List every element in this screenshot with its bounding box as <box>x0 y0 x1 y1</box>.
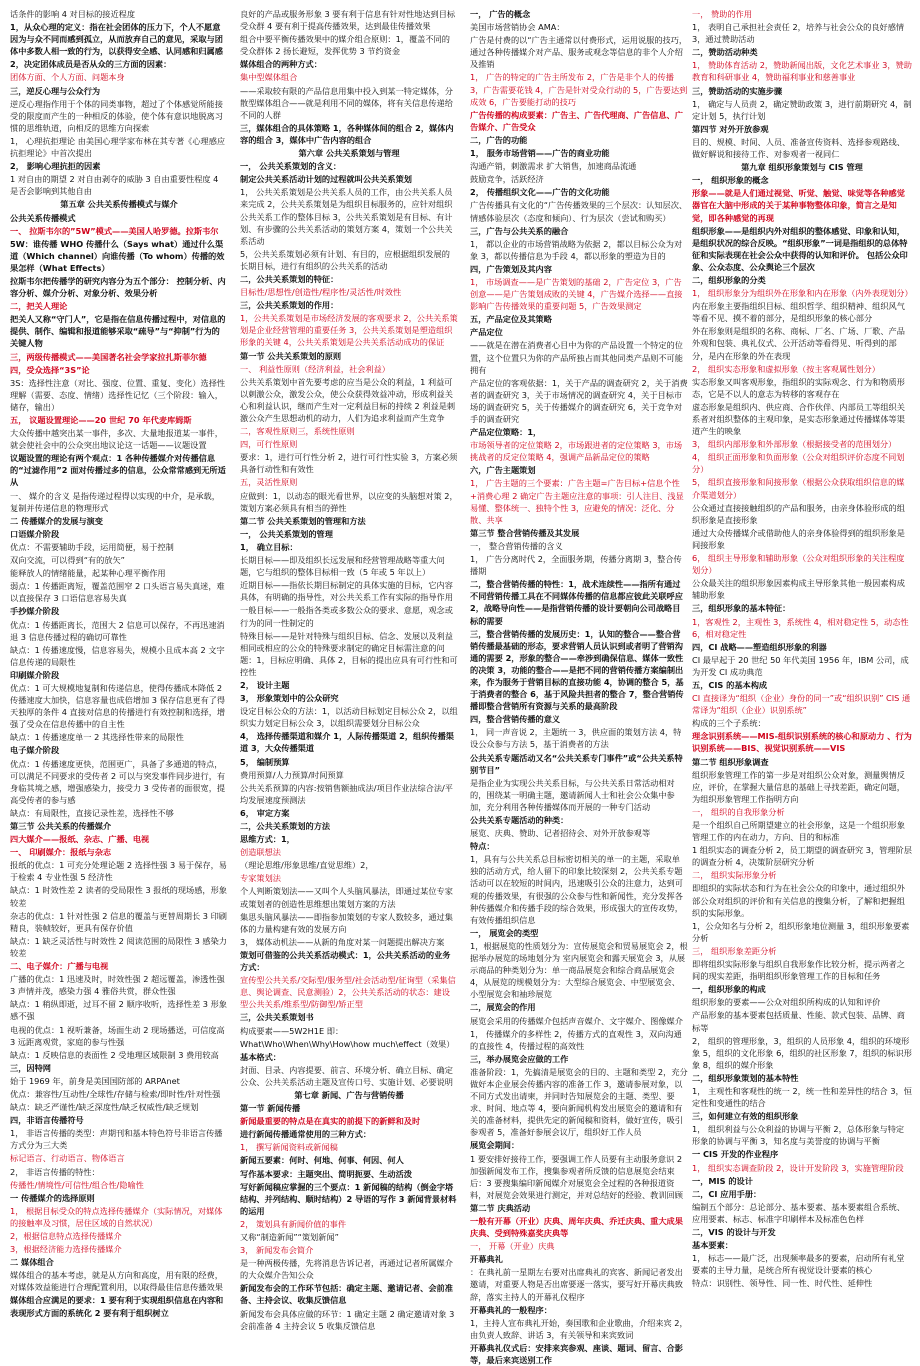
text-block: 1， 广告的特定的广告主所发布 2，广告是非个人的传播 3，广告需要花钱 4，广告是针对受众行动的 5，广告要达到成效 6，广告要能打动的技巧 <box>470 72 688 107</box>
text-block: 第五章 公共关系传播模式与媒介 <box>60 199 178 210</box>
text-block: 二，把关人理论 <box>10 301 68 312</box>
text-block: 始于 1969 年，前身是美国国防部的 ARPAnet <box>10 1075 180 1086</box>
text-block: 四，广告策划及其内容 <box>470 263 552 274</box>
text-block: 议题设置的理论有两个观点：1 各种传播媒介对传播信息的“过滤作用”2 面对传播过多的信息，公众常常感到无所适从 <box>10 453 226 488</box>
text-block: 二，CI 应用手册： <box>692 1188 762 1199</box>
text-block: 1 组织实态的调查分析 2，员工期望的调查研究 3，管理阶层的调查分析 4，决策阶层研究分析 <box>692 845 912 868</box>
text-block: CI 直接译为“组织（企业）身份的同一”或“组织识别” CIS 通常译为“组织（企业）识别系统” <box>692 693 911 716</box>
column-3 <box>470 8 688 1366</box>
text-block: 团体方面、个人方面、问题本身 <box>10 72 125 83</box>
text-block: 2， 设计主题 <box>240 679 290 690</box>
text-block: 1， 广告分离时代 2，全面服务期，传播分离期 3，整合传播期 <box>470 554 682 577</box>
text-block: 一， 组织形象的概念 <box>692 175 769 186</box>
text-block: 准备阶段：1，先搞清是展览会的目的、主题和类型 2，充分做好本企业展会传播内容的准备工作 3，邀请参展对象，以不同方式发出请柬，并同时告知展览会的主题、类型、要求、时间、地点等 4，要向新闻机构发出展览会的邀请和有关的准备材料，提供先定的新闻稿和资料，做好宣传，吸引参观者 5，准备好参展会议厅，组织好工作人员 <box>470 1066 688 1138</box>
text-block: 1， 确立目标： <box>240 541 298 552</box>
text-block: 第三节 整合营销传播及其发展 <box>470 527 580 538</box>
text-block: 公共关系专题活动又名“公共关系专门事件”或“公共关系特别节目” <box>470 752 683 775</box>
text-block: 缺点：有局限性，直接记录性差，选择性不够 <box>10 807 174 818</box>
text-block: 能释放人的情绪能量，起某种心理平衡作用 <box>10 568 166 579</box>
text-block: 封面、目录、内容提要、前言、环境分析、确立目标、确定公众、公共关系活动主题及宣传口号、实施计划、必要说明 <box>240 1064 453 1087</box>
text-block: 一， 整合营销传播的含义 <box>470 540 563 551</box>
text-block: 一、 拉斯韦尔的”5W”模式——美国人哈罗德。拉斯韦尔 <box>10 225 219 236</box>
text-block: 六，广告主题策划 <box>470 465 536 476</box>
text-block: 展览会采用的传播媒介包括声音媒介、文字媒介、图像媒介 <box>470 1015 683 1026</box>
text-block: 进行新闻传播通常使用的三种方式： <box>240 1129 372 1140</box>
text-block: 第二节 庆典活动 <box>470 1202 531 1213</box>
text-block: 二、电子媒介：广播与电视 <box>10 961 109 972</box>
text-block: 二，公共关系策划的方法 <box>240 821 331 831</box>
text-block: 4， 选择传播渠道和媒介 1，人际传播渠道 2，组织传播渠道 3，大众传播渠道 <box>240 731 454 754</box>
text-block: 1， 广告主题的三个要素：广告主题=广告目标+信息个性+消费心理 2 确定广告主题应注意的事项：引人注目、浅显易懂、整体统一、独特个性 3，应避免的情况：泛化、分散、共享 <box>470 478 684 525</box>
text-block: 公众通过直接接触组织的产品和服务，由亲身体验形成的组织形象是直接形象 <box>692 502 905 525</box>
text-block: 四，非语言传播符号 <box>10 1115 84 1126</box>
text-block: 缺点：缺乏严谨性/缺乏深度性/缺乏权威性/缺乏规划 <box>10 1102 199 1113</box>
text-block: 第二节 公共关系策划的管理和方法 <box>240 515 366 526</box>
text-block: 二 传播媒介的发展与演变 <box>10 515 103 526</box>
text-block: 创造联想法 <box>240 847 281 858</box>
text-block: 电子媒介阶段 <box>10 745 60 756</box>
text-block: 构成要素——5W2H1E 即： <box>240 1025 344 1036</box>
text-block: 弱点：1 传播距离短，覆盖范围窄 2 口头语言易失真迷，难以直接保存 3 口语信息容易失真 <box>10 581 225 604</box>
text-block: 3， 形象策划中的公众研究 <box>240 693 339 704</box>
text-block: 1， 表明自己承担社会责任 2，培养与社会公众的良好感情 3，通过赞助活动 <box>692 22 905 45</box>
text-block: 广告是付费的以“广告主通常以付费形式，运用说服的技巧，通过各种传播媒介对产品、服务或观念等信息的非个人介绍及推销 <box>470 35 688 70</box>
text-block: 产品定位 <box>470 327 503 338</box>
text-block: 6， 组织主导形象和辅助形象（公众对组织形象的关注程度划分） <box>692 553 905 576</box>
text-block: 公共关系策划中首先要考虑的应当是公众的利益，1 利益可以刺激公众，激发公众，使公众获得效益冲动，形成利益关心和利益认识，继而产生对一定利益目标的持续 2 利益是刺激公众产生思想动机的动力，人们为追求利益而产生竞争 <box>240 376 456 423</box>
text-block: 广告传播的构成要素：广告主、广告代理商、广告信息、广告媒介、广告受众 <box>470 109 683 132</box>
text-block: 虚态形象是组织内、供应商、合作伙伴、内部员工等组织关系者对组织整体的主观印象，是实态形象通过传播媒体等渠道产生的映象 <box>692 401 905 437</box>
text-block: 设定目标公众的方法：1，以活动目标划定目标公众 2，以组织实力划定目标公众 3，以组织需要划分目标公众 <box>240 706 458 729</box>
text-block: 第一节 公共关系策划的原则 <box>240 350 342 361</box>
text-block: 逆反心理指作用于个体的同类事物，超过了个体感觉所能接受的限度而产生的一种相反的体验，使个体有意识地脱离习惯的思维轨道，向相反的思维方向探索 <box>10 98 223 133</box>
text-block: 五，CIS 的基本构成 <box>692 679 768 690</box>
text-block: What\Who\When\Why\How\how much\effect（效果） <box>240 1038 455 1049</box>
column-1 <box>10 8 228 1318</box>
text-block: 集思头脑风暴法——即指参加策划的专家人数较多，通过集体的力量构建有效的发展方向 <box>240 911 453 934</box>
text-block: 口语媒介阶段 <box>10 528 60 539</box>
text-block: 内在形象主要指组织目标、组织哲学、组织精神、组织风气等看不见、摸不着的部分，是组织形象的核心部分 <box>692 301 905 324</box>
text-block: 第四节 对外开放参观 <box>692 123 769 134</box>
text-block: 1， 心理抗拒理论 由美国心理学家布林在其专著《心理感应抗拒理论》中首次提出 <box>10 135 226 159</box>
text-block: 展览会期间： <box>470 1140 520 1151</box>
text-block: 二，赞助活动种类 <box>692 47 758 58</box>
text-block: 1， 组织利益与公众利益的协调与平衡 2，总体形象与特定形象的协调与平衡 3，知名度与美誉度的协调与平衡 <box>692 1124 905 1147</box>
text-block: ：在典礼前一星期左右要对出席典礼的宾客、新闻记者发出邀请，对重要人物是否出席要逐一落实，要写好开幕庆典致辞，落实主持人的开幕礼仪程序 <box>470 1267 683 1302</box>
text-block: 三，广告与公共关系的融合 <box>470 225 569 236</box>
text-block: 标记语言、行动语言、物体语言 <box>10 1153 125 1164</box>
text-block: 二，广告的功能 <box>470 134 528 145</box>
text-block: 缺点：1 缺乏灵活性与时效性 2 阅读范围的局限性 3 感染力较差 <box>10 935 227 958</box>
text-block: 1， 同一声音说 2，主题统一 3，供应面的策划方法 4，特设公众参与方法 5，基于消费者的方法 <box>470 727 682 750</box>
text-block: 双向交流，可以得到“有的放矢” <box>10 555 125 566</box>
text-block: 写好新闻稿应掌握的三个要点：1 新闻稿的结构（倒金字塔结构、并列结构、顺时结构）2 导语的写作 3 新闻背景材料的运用 <box>240 1181 457 1216</box>
text-block: 鼓励竞争，活跃经济 <box>470 174 544 185</box>
text-block: 传播性/情境性/可信性/组合性/隐喻性 <box>10 1179 144 1190</box>
text-block: 第七章 新闻、广告与营销传播 <box>294 1089 404 1100</box>
text-block: 1，公共关系策划是市场经济发展的客观要求 2，公共关系策划是企业经营管理的重要任务 3，公共关系策划是塑造组织形象的关键 4，公共关系策划是公共关系活动成功的保证 <box>240 313 458 348</box>
text-block: 集中型媒体组合 <box>240 72 298 83</box>
text-block: 三，举办展览会应做的工作 <box>470 1053 569 1064</box>
text-block: 一、 利益性原则（经济利益，社会利益） <box>240 363 390 374</box>
text-block: 美国市场营销协会 AMA： <box>470 22 565 33</box>
text-block: 是一个组织自己所期望建立的社会形象，这是一个组织形象管理工作的内在动力，方向、目的和标准 <box>692 820 905 843</box>
text-block: 2， 策划具有新闻价值的事件 <box>240 1218 347 1229</box>
text-block: 一，组织形象的构成 <box>692 984 766 995</box>
text-block: 新闻发布会的工作环节包括：确定主题、邀请记者、会前准备、主持会议、收集反馈信息 <box>240 1283 453 1306</box>
text-block: 新闻发布会具体应做的环节：1 确定主题 2 确定邀请对象 3 会前准备 4 主持会议 5 收集反馈信息 <box>240 1308 455 1331</box>
text-block: 五，灵活性原则 <box>240 477 298 488</box>
text-block: 基本格式： <box>240 1051 281 1062</box>
text-block: 第二节 组织形象调查 <box>692 756 769 767</box>
text-block: 产品定位策略：1， <box>470 427 542 438</box>
text-block: 拉斯韦尔把传播学的研究内容分为五个部分： 控制分析、内容分析、媒介分析、对象分析、效果分析 <box>10 275 226 299</box>
text-block: 1， 市场调查——是广告策划的基础 2，广告定位 3，广告创意——是广告策划成败的关键 4，广告媒介选择——直接影响广告传播效果的重要问题 5，广告效果测定 <box>470 276 683 312</box>
text-block: 手抄媒介阶段 <box>10 606 60 617</box>
text-block: 一， 展览会的类型 <box>470 927 539 938</box>
text-block: 专家策划法 <box>240 873 281 884</box>
text-block: 新闻五要素：何时、何地、何事、何因、何人 <box>240 1155 404 1166</box>
text-block: 一， 组织的自我形象分析 <box>692 806 785 817</box>
text-block: 1， 根据目标受众的特点选择传播媒介（实际情况，对媒体的接触率及习惯，居住区域的自然状况） <box>10 1205 223 1228</box>
text-block: 四大媒介——报纸、杂志、广播、电视 <box>10 834 150 845</box>
text-block: 媒体组合的基本考虑，就是从方向和高度，用有限的经费，对媒体效益能进行合理配置利用，以取得最佳信息传播效果 <box>10 1270 223 1293</box>
text-block: 三，如何建立有效的组织形象 <box>692 1111 799 1122</box>
text-block: 三，逆反心理与公众行为 <box>10 85 101 96</box>
text-block: 2， 非语言传播的特性： <box>10 1166 100 1177</box>
text-block: 1， 服务市场营销——广告的商业功能 <box>470 148 610 159</box>
text-block: 外在形象则是组织的名称、商标、厂名、广场、厂歌、产品外观和包装、典礼仪式、公开活动等看得见、听得到的部分，是内在形象的外在表现 <box>692 326 905 361</box>
text-block: 五，产品定位及其策略 <box>470 314 552 325</box>
text-block: 大众传播中越突出某一事件，多次、大量地报道某一事件，就会使社会中的公众突出地议论这一话题——议题设置 <box>10 428 223 451</box>
text-block: 5， 组织直接形象和间接形象（根据公众获取组织信息的媒介渠道划分） <box>692 477 905 500</box>
text-block: 通过大众传播媒介或借助他人的亲身体验得到的组织形象是间接形象 <box>692 527 905 550</box>
text-block: 五， 议题设置理论——20 世纪 70 年代麦库姆斯 <box>10 415 192 425</box>
text-block: 1，根据展览的性质划分为：宣传展览会和贸易展览会 2，根据举办展览的场地划分为 室内展览会和露天展览会 3，从展示商品的种类划分为：单一商品展览会和综合商品展览会 4，从展览的规模划分为：大型综合展览会、中型展览会、小型展览会和袖珍展览 <box>470 940 688 1000</box>
text-block: 三，赞助活动的实施步骤 <box>692 85 783 96</box>
text-block: 话条件的影响 4 对目标的接近程度 <box>10 9 136 19</box>
text-block: 缺点：1 传播速度慢，信息容易失，规模小且成本高 2 文字信息传递的局限性 <box>10 644 225 667</box>
text-block: 一般有开幕（开业）庆典、周年庆典、乔迁庆典、重大成果庆典、受到特殊嘉奖庆典等 <box>470 1216 683 1239</box>
text-block: 缺点：1 反映信息的表面性 2 受地理区域限制 3 费用较高 <box>10 1049 219 1060</box>
text-block: ——采取较有限的产品信息用集中投入到某一特定媒体，分散型媒体组合——就是利用不同的媒体，将有关信息传递给不同的人群 <box>240 85 453 120</box>
text-block: 要求：1，进行可行性分析 2，进行可行性实验 3，方案必须具备行动性和有效性 <box>240 452 458 475</box>
text-block: 1，具有与公共关系总目标密切相关的单一的主题，采取单独的活动方式，给人留下的印象比较深刻 2，公共关系专题活动可以在较短的时间内，迅速吸引公众的注意力，达到可观的传播效果，有很强的公众参与性和新闻性，充分发挥各种传播媒介和传播手段的综合效果，形成强大的宣传攻势，有效传播组织信息 <box>470 854 683 925</box>
text-block: 应做到：1，以动态的眼光看世界，以应变的头脑想对策 2，策划方案必须具有相当的弹性 <box>240 490 458 513</box>
text-block: 基本要素： <box>692 1240 733 1251</box>
text-block: 缺点：1 传播速度单一 2 其选择性带来的局限性 <box>10 732 184 743</box>
text-block: 产品定位的客观依据：1，关于产品的调查研究 2，关于消费者的调查研究 3，关于市场情况的调查研究 4，关于目标市场的调查研究 5，关于传播媒介的调查研究 6，关于竞争对手的调查研究 <box>470 377 688 424</box>
text-block: 一、 媒介的含义 是指传递过程得以实现的中介，是承载，复制并传递信息的物理形式 <box>10 490 220 513</box>
text-block: 三，两级传播模式——美国著名社会学家拉扎斯菲尔德 <box>10 351 207 362</box>
text-block: 沟通产销，刺激需求 扩大销售，加速商品流通 <box>470 161 637 172</box>
text-block: 二，组织形象的分类 <box>692 274 766 285</box>
text-block: 即将组织实际形象与组织自我形象作比较分析，提示两者之间的现实差距，指明组织形象管理工作的目标和任务 <box>692 959 905 982</box>
text-block: 1 要安排好接待工作，要强调工作人员要有主动服务意识 2 加强新闻发布工作，搜集参观者所反馈的信息展览会结束后：3 要搜集编印新闻媒介对展览会全过程的各种报道资料，对展览会效果进行测定，并对总结好的经验、教训回顾 <box>470 1153 683 1200</box>
text-block: 四，整合营销传播的意义 <box>470 714 561 725</box>
text-block: 二，客观性原则三，系统性原则 <box>240 426 355 437</box>
text-block: 1，客观性 2，主观性 3，系统性 4，相对稳定性 5，动态性 6，相对稳定性 <box>692 616 909 639</box>
column-4 <box>692 8 912 1296</box>
text-block: 1， 组织形象分为组织外在形象和内在形象（内外表现划分） <box>692 288 913 299</box>
text-block: 三，公共关系策划书 <box>240 1012 314 1023</box>
text-block: 5，公共关系策划必须有计划、有目的，应根据组织发展的长期目标，进行有组织的公共关系的活动 <box>240 248 450 271</box>
text-block: 良好的产品或服务形象 3 要有利于信息有针对性地达到目标受众群 4 要有利于提高传播效果，达到最佳传播效果 <box>240 9 456 32</box>
text-block: 费用预算/人力预算/时间预算 <box>240 769 344 780</box>
text-block: 一， 公共关系策划的含义： <box>240 161 342 172</box>
text-block: 3， 新闻发布会简介 <box>240 1245 314 1256</box>
text-block: 四，可行性原则 <box>240 439 298 450</box>
text-block: ——就是在潜在消费者心目中为你的产品设置一个特定的位置，这个位置只为你的产品所独占而其他同类产品则不可能拥有 <box>470 340 683 375</box>
text-block: 三，媒体组合的具体策略 1，各种媒体间的组合 2，媒体内容的组合 3，媒体中广告内容的组合 <box>240 122 454 145</box>
text-block: 广播的优点：1 迅速及时，时效性强 2 超远覆盖，渗透性强 3 声情并茂，感染力强 4 雅俗共赏，群众性强 <box>10 974 225 997</box>
text-block: 开幕典礼仪式后：安排来宾参观、座谈、题词、留言、合影等，最后来宾送别工作 <box>470 1342 683 1366</box>
text-block: 媒体组合应满足的要求：1 要有利于实现组织信息在内容和表现形式方面的系统化 2 要有利于组织树立 <box>10 1295 224 1318</box>
text-block: 一， 广告的概念 <box>470 9 531 19</box>
text-block: 2， 组织实态形象和虚拟形象（按主客观属性划分） <box>692 363 880 374</box>
text-block: 公共关系专题活动的种类： <box>470 815 569 825</box>
text-block: 特点： <box>470 841 495 852</box>
text-block: 把关人又称“守门人”，它是指在信息传播过程中，对信息的提供、制作、编辑和报道能够采取“疏导”与“抑制”行为的关键人物 <box>10 314 226 349</box>
text-block: 优点：1 可大规模地复制和传递信息，使得传播成本降低 2 传播速度大加快，信息容量也成倍增加 3 保存信息更有了得天独厚的条件 4 直接对信息的传播进行有效控制和选择，增强了受众在信息传播中的自主性 <box>10 682 226 730</box>
text-block: 1，从众心理的定义：指在社会团体的压力下，个人不愿意因为与众不同而感到孤立，从而放弃自己的意见，采取与团体中多数人相一致的行为，以获得安全感、认同感和归属感 <box>10 22 223 57</box>
column-2 <box>240 8 458 1331</box>
text-block: 思维方式：1， <box>240 834 295 845</box>
text-block: 1， 公共关系策划是公共关系人员的工作，由公共关系人员来完成 2，公共关系策划是为组织目标服务的，应针对组织公共关系工作的整体目标 3，公共关系策划是有目标、有计划、有步骤的公共关系活动的策划方案 4，策划一个公共关系活动 <box>240 187 453 246</box>
text-block: 1，主持人宣布典礼开始，奏国歌和企业歌曲，介绍来宾 2，由负责人致辞、讲话 3，有关领导和来宾致词 <box>470 1317 688 1340</box>
text-block: 形象——就是人们通过视觉、听觉、触觉、味觉等各种感觉器官在大脑中形成的关于某种事物整体印象，简言之是知觉，即各种感觉的再现 <box>692 188 905 223</box>
text-block: 1， 非语言传播的类型：声期刊和基本特色符号非语言传播方式分为三大类 <box>10 1128 223 1151</box>
text-block: 2， 传播组织文化——广告的文化功能 <box>470 187 610 198</box>
text-block: 媒体组合的两种方式： <box>240 59 322 70</box>
text-block: 公共关系预算的内容:按销售额抽成法/项目作业法综合法/平均发展速度预测法 <box>240 782 453 805</box>
text-block: 组合中要平衡传播效果中的媒介组合原则：1，覆盖不同的受众群体 2 扬长避短，发挥优势 3 节约资金 <box>240 34 450 57</box>
text-block: 电视的优点：1 视听兼备，场面生动 2 现场播送，可信度高 3 远距离观赏，家庭的参与性强 <box>10 1024 225 1047</box>
text-block: 1， 赞助体育活动 2，赞助新闻出版，文化艺术事业 3，赞助教育和科研事业 4，赞助福利事业和慈善事业 <box>692 60 912 83</box>
text-block: 二 媒体组合 <box>10 1257 54 1268</box>
text-block: 展览、庆典、赞助、记者招待会、对外开放参观等 <box>470 828 651 839</box>
text-block: 近期目标——指依长期目标制定的具体实施的目标，它内容具体，有明确的指导性，对公共关系工作有实际的指导作用 <box>240 580 453 603</box>
text-block: 开幕典礼的一般程序： <box>470 1304 552 1315</box>
text-block: 4， 组织正面形象和负面形象（公众对组织评价态度不同划分） <box>692 452 905 475</box>
text-block: 策划可借鉴的公共关系活动模式：1，公共关系活动的业务方式： <box>240 949 451 973</box>
text-block: 市场领导者的定位策略 2，市场跟进者的定位策略 3，市场挑战者的反定位策略 4，强调产品新品定位的策略 <box>470 440 683 463</box>
text-block: 开幕典礼 <box>470 1254 503 1265</box>
text-block: 3S：选择性注意（对比、强度、位置、重复、变化）选择性理解（需要、态度、情绪）选择性记忆（三个阶段：输入，储存，输出） <box>10 377 226 412</box>
text-block: 1， 确定与人员责 2，确定赞助政策 3，进行前期研究 4，制定计划 5，执行计划 <box>692 98 912 121</box>
text-block: 优点：不需要辅助手段，运用简便，易于控制 <box>10 541 174 552</box>
text-block: 三，公共关系策划的作用： <box>240 300 339 311</box>
text-block: 一， 开幕（开业）庆典 <box>470 1241 555 1252</box>
text-block: 二，VIS 的设计与开发 <box>692 1227 776 1237</box>
text-block: 产品形象的基本要素包括质量、性能、款式包装、品牌、商标等 <box>692 1010 905 1033</box>
text-block: 缺点：1 稍纵即逝，过耳不留 2 顺序收听，选择性差 3 形象感不强 <box>10 999 227 1022</box>
text-block: 报纸的优点：1 可充分处理论题 2 选择性强 3 易于保存，易于检索 4 专业性强 5 经济性 <box>10 860 227 883</box>
text-block: 一 传播媒介的选择原则 <box>10 1192 95 1203</box>
text-block: 四，CI 战略——塑造组织形象的利器 <box>692 641 827 652</box>
text-block: 三，整合营销传播的发展历史：1，认知的整合——整合营销传播最基础的形态，要求营销人员认识到或者明了营销沟通的需要 2，形象的整合——牵涉到确保信息、媒体一致性的决策 3，功能的整合——是把不同的营销传播方案编制出来，作为服务于营销目标的直接功能 4，协调的整合 5，基于消费者的整合 6，基于风险共担者的整合 7，整合营销传播即整合营销所有资源与关系的最高阶段 <box>470 628 684 712</box>
text-block: 第九章 组织形象策划与 CIS 管理 <box>741 162 863 173</box>
text-block: CI 最早起于 20 世纪 50 年代美国 1956 年，IBM 公司，成为开发 CI 成功典范 <box>692 654 909 677</box>
text-block: 2， 组织的管理形象，3，组织的人员形象 4，组织的环境形象 5，组织的文化形象 6，组织的社区形象 7，组织的标识形象 8，组织的媒介形象 <box>692 1035 912 1070</box>
text-block: 是指企业为实现公共关系目标，与公共关系日常活动相对的，围绕某一明确主题，邀请新闻人士和社会公众集中参加，充分利用各种传播媒体而开展的一种专门活动 <box>470 777 675 812</box>
text-block: 二，组织形象策划的基本特性 <box>692 1072 799 1083</box>
text-block: 1 对自由的期望 2 对自由剥夺的威胁 3 自由重要性程度 4 是否会影响到其他自由 <box>10 174 219 197</box>
text-block: 个人判断策划法——又叫个人头脑风暴法，即通过某位专家或策划者的创造性思维想出策划方案的方法 <box>240 886 453 909</box>
text-block: 1， 都以企业的市场营销战略为依据 2，都以目标公众为对象 3，都以传播信息为手段 4，都以形象的塑造为目的 <box>470 238 683 261</box>
text-block: 广告传播具有文化的“广告传播效果的三个层次：认知层次、情感体验层次（态度和倾向）、行为层次（尝试和购买） <box>470 200 688 223</box>
text-block: 构成的三个子系统： <box>692 718 766 729</box>
text-block: 1， 组织实态调查阶段 2，设计开发阶段 3，实施管理阶段 <box>692 1162 904 1173</box>
text-block: 第六章 公共关系策划与管理 <box>298 148 400 159</box>
text-block: 二，整合营销传播的特性：1，战术连续性——指所有通过不同营销传播工具在不同媒体传播的信息都应彼此关联呼应 2，战略导向性——是指营销传播的设计要朝向公司战略目标的需要 <box>470 579 683 626</box>
text-block: 1， 标志——最广泛，出现频率最多的要素，启动所有礼堂要素的主导力量，是统合所有视觉设计要素的核心 <box>692 1253 905 1276</box>
text-block: 3， 媒体动机法——从新的角度对某一问题提出解决方案 <box>240 936 445 947</box>
text-block: 1， 撰写新闻资料或新闻稿 <box>240 1142 338 1153</box>
text-block: 一般目标——一般指各类或多数公众的要求、意愿，观念或行为的同一性制定的 <box>240 605 453 628</box>
text-block: 特殊目标——是针对特殊与组织目标、信念、发展以及利益相同或相应的公众的特殊要求制定的确定目标需注意的问题：1，目标应明确、具体 2，目标的提出应具有可行性和可控性 <box>240 630 458 677</box>
text-block: 2，根据信息特点选择传播媒介 <box>10 1231 122 1241</box>
text-block: 目标性/思想性/创造性/程序性/灵活性/时效性 <box>240 287 402 298</box>
text-block: 新闻最重要的特点是在真实的前提下的新鲜和及时 <box>240 1116 421 1127</box>
text-block: 优点：1 传播距离长，范围大 2 信息可以保存，不再迅速消退 3 信息传播过程的确切可靠性 <box>10 619 225 642</box>
text-block: 一，MIS 的设计 <box>692 1175 753 1186</box>
text-block: 公众最关注的组织形象因素构成主导形象其他一般因素构成辅助形象 <box>692 578 905 601</box>
text-block: 3， 组织内部形象和外部形象（根据接受者的范围划分） <box>692 439 897 450</box>
text-block: 5， 编制预算 <box>240 756 290 767</box>
text-block: 2， 影响心理抗拒的因素 <box>10 161 101 172</box>
text-block: 二， 组织实际形象分析 <box>692 870 777 881</box>
text-block: 1，公众知名与分析 2，组织形象地位测量 3，组织形象要素分析 <box>692 920 910 943</box>
text-block: 宣传型公共关系/交际型/服务型/社会活动型/征询型（采集信息、舆论调查、民意测验）2，公共关系活动的状态：建设型公共关系/维系型/防御型/矫正型 <box>240 975 456 1010</box>
text-block: （理论思维/形象思维/直觉思维）2， <box>240 860 374 871</box>
text-block: 杂志的优点：1 针对性强 2 信息的覆盖与更替周期长 3 印刷精良，装帧较好，更具有保存价值 <box>10 910 227 933</box>
text-block: 一， 公共关系策划的管理 <box>240 528 333 539</box>
text-block: 三， 组织形象差距分析 <box>692 945 777 956</box>
text-block: 三，因特网 <box>10 1062 51 1073</box>
text-block: 印刷媒介阶段 <box>10 669 60 680</box>
text-block: 写作基本要求：主题突出、简明扼要、生动活泼 <box>240 1168 412 1179</box>
text-block: 3，根据经济能力选择传播媒介 <box>10 1244 122 1255</box>
text-block: 二，公共关系策划的特征： <box>240 273 339 284</box>
text-block: 特点：识别性、领导性、同一性、时代性、延伸性 <box>692 1278 873 1289</box>
text-block: 又称“制造新闻”“策划新闻” <box>240 1232 339 1242</box>
text-block: 组织形象——是组织内外对组织的整体感觉、印象和认知，是组织状况的综合反映。“组织形象”一词是指组织的总体特征和实际表现在社会公众中获得的认知和评价。 包括公众印象、公众态度、公众舆论三个层次 <box>692 225 908 272</box>
text-block: 制定公共关系活动计划的过程就叫公共关系策划 <box>240 174 412 185</box>
text-block: 三，组织形象的基本特征： <box>692 603 791 614</box>
text-block: 四，受众选择“3S”论 <box>10 364 90 375</box>
text-block: 缺点：1 时效性差 2 读者的受局限性 3 报纸的现场感，形象较差 <box>10 885 227 908</box>
text-block: 二，展览会的作用 <box>470 1002 536 1013</box>
text-block: 编制五个部分：总论部分、基本要素、基本要素组合系统、应用要素、标志、标准字印刷样本及标准色色样 <box>692 1201 905 1224</box>
text-block: 目的、规模、时间、人员、准备宣传资料、选择参观路线、做好解说和接待工作、对参观者一视同仁 <box>692 136 905 160</box>
text-block: 第三节 公共关系的传播媒介 <box>10 821 112 831</box>
text-block: 5W：谁传播 WHO 传播什么（Says what）通过什么渠道（Which channel）向谁传播（To whom）传播的效果怎样（What Effects） <box>10 238 225 273</box>
text-block: 1， 主观性和客观性的统一 2，统一性和差异性的结合 3，恒定性和变通性的结合 <box>692 1085 912 1109</box>
text-block: 一， 赞助的作用 <box>692 9 752 19</box>
text-block: 组织形象管理工作的第一步是对组织公众对象，测量舆情反应，评价，在掌握大量信息的基础上寻找差距，确定问题，为组织形象管理工作指明方向 <box>692 769 905 804</box>
text-block: 优点：兼容性/互动性/全球性/存储与检索/即时性/针对性强 <box>10 1088 221 1099</box>
text-block: 第一节 新闻传播 <box>240 1103 301 1114</box>
text-block: 理念识别系统——MIS-组织识别系统的核心和原动力 、行为识别系统——BIS、视觉识别系统——VIS <box>692 731 912 754</box>
text-block: 实态形象又叫客观形象，指组织的实际观念、行为和物质形态，它是不以人的意志为转移的客观存在 <box>692 376 905 399</box>
text-block: 是一种两极传播，先将消息告诉记者，再通过记者所属媒介的大众媒介告知公众 <box>240 1258 453 1281</box>
text-block: 公共关系传播模式 <box>10 212 76 223</box>
text-block: 即组织的实际状态和行为在社会公众的印象中，通过组织外部公众对组织的评价和有关信息的搜集分析，了解和把握组织的实际形象。 <box>692 883 905 918</box>
text-block: 1， 传播媒介的多样性 2，传播方式的直观性 3，双向沟通的直接性 4，传播过程的高效性 <box>470 1028 682 1051</box>
text-block: 优点：1 传播速度更快，范围更广，具备了多通道的特点，可以满足不同要求的受传者 2 可以与突发事件同步进行，有身临其境之感，增强感染力，接受力 3 受传者的面很宽，提高受传者的参与感 <box>10 758 226 805</box>
text-block: 一 CIS 开发的作业程序 <box>692 1149 779 1160</box>
text-block: 组织形象的要素——公众对组织所构成的认知和评价 <box>692 997 881 1008</box>
text-block: 一、 印刷媒介：报纸与杂志 <box>10 847 112 858</box>
text-block: 长期目标——即及组织长远发展和经营管理战略等重大问题，它与组织的整体目标相一致（5 年或 5 年以上） <box>240 555 445 578</box>
text-block: 2，决定团体成员是否从众的三方面的因素： <box>10 59 172 70</box>
text-block: 6， 审定方案 <box>240 807 290 818</box>
